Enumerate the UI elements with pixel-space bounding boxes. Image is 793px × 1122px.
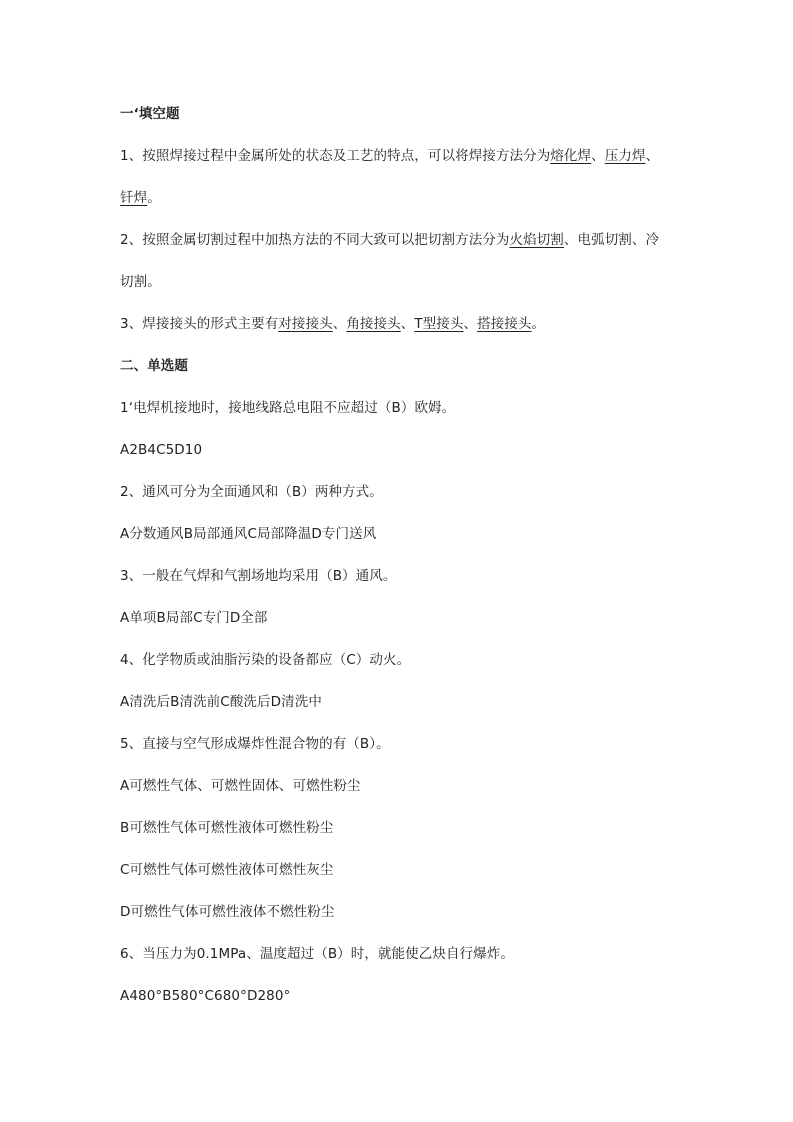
choice-option-c: C可燃性气体可燃性液体可燃性灰尘: [120, 862, 334, 878]
choice-question: 1‘电焊机接地时，接地线路总电阻不应超过（B）欧姆。: [120, 400, 456, 416]
answer-underlined: 对接接头: [278, 316, 333, 332]
choice-question: 4、化学物质或油脂污染的设备都应（C）动火。: [120, 652, 411, 668]
question-text: 、电弧切割、冷: [563, 232, 660, 248]
answer-underlined: 熔化焊: [550, 148, 592, 164]
section-heading-single-choice: 二、单选题: [120, 358, 188, 374]
choice-options: A清洗后B清洗前C酸洗后D清洗中: [120, 694, 322, 710]
separator: 、: [332, 316, 347, 332]
answer-underlined: 钎焊: [120, 190, 148, 206]
fill-question-3: [120, 314, 680, 334]
choice-option-a: A可燃性气体、可燃性固体、可燃性粉尘: [120, 778, 361, 794]
answer-underlined: 角接接头: [346, 316, 401, 332]
question-text: 3、焊接接头的形式主要有: [120, 316, 279, 332]
answer-underlined: 压力焊: [604, 148, 646, 164]
separator: 。: [147, 190, 161, 206]
separator: 。: [531, 316, 546, 332]
answer-underlined: 搭接接头: [477, 316, 532, 332]
choice-question: 3、一般在气焊和气割场地均采用（B）通风。: [120, 568, 397, 584]
answer-underlined: T型接头: [414, 316, 464, 332]
choice-question: 2、通风可分为全面通风和（B）两种方式。: [120, 484, 383, 500]
question-text: 2、按照金属切割过程中加热方法的不同大致可以把切割方法分为: [120, 232, 510, 248]
separator: 、: [463, 316, 478, 332]
document-page: [120, 104, 680, 1028]
fill-question-2-continued: 切割。: [120, 274, 161, 290]
choice-options: A2B4C5D10: [120, 442, 203, 458]
choice-question: 5、直接与空气形成爆炸性混合物的有（B）。: [120, 736, 390, 752]
choice-options: A单项B局部C专门D全部: [120, 610, 268, 626]
separator: 、: [645, 148, 660, 164]
section-heading-fill-in: 一‘填空题: [120, 106, 180, 122]
separator: 、: [400, 316, 415, 332]
question-text: 1、按照焊接过程中金属所处的状态及工艺的特点，可以将焊接方法分为: [120, 148, 551, 164]
choice-option-d: D可燃性气体可燃性液体不燃性粉尘: [120, 904, 335, 920]
fill-question-2: [120, 230, 680, 250]
choice-options: A分数通风B局部通风C局部降温D专门送风: [120, 526, 377, 542]
separator: 、: [591, 148, 605, 164]
choice-options: A480°B580°C680°D280°: [120, 988, 291, 1004]
answer-underlined: 火焰切割: [509, 232, 564, 248]
choice-question: 6、当压力为0.1MPa、温度超过（B）时，就能使乙炔自行爆炸。: [120, 946, 514, 962]
fill-question-1: [120, 146, 680, 166]
choice-option-b: B可燃性气体可燃性液体可燃性粉尘: [120, 820, 334, 836]
fill-question-1-continued: [120, 188, 680, 208]
